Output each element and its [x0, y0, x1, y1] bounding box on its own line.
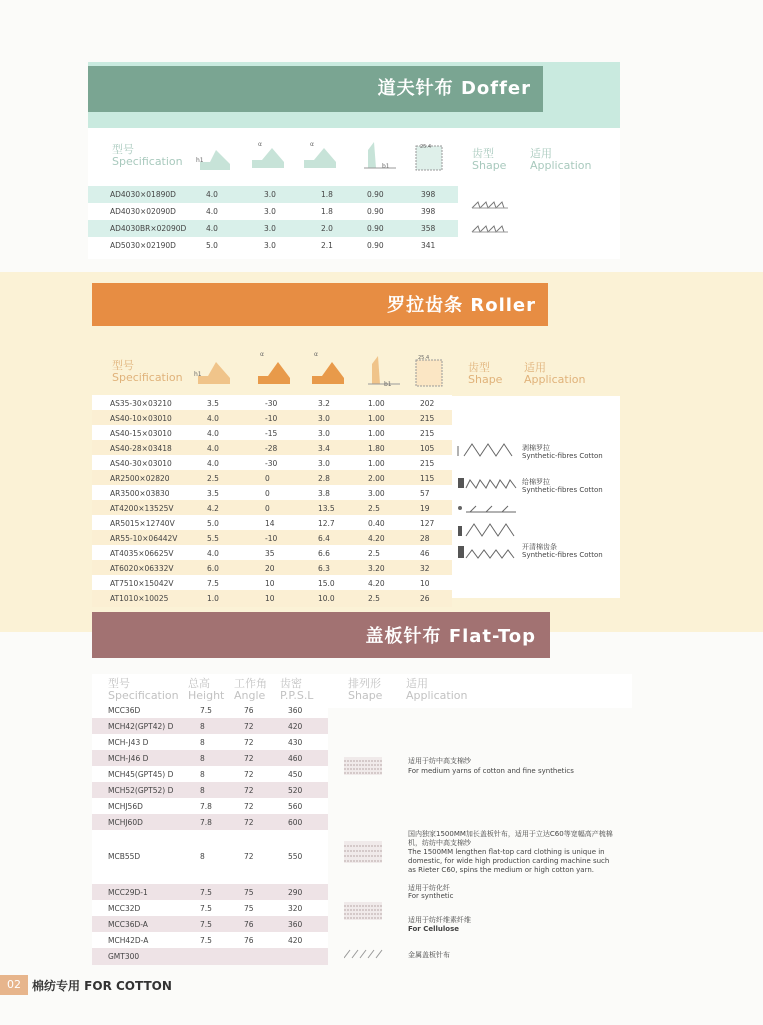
table-row: MCB55D 8 72 550 — [92, 830, 328, 884]
roller-shape-header: 齿型 Shape — [468, 361, 503, 386]
flat-spec-header: 型号 Specification — [108, 677, 179, 702]
doffer-section — [88, 62, 620, 259]
table-row: AS40-28×03418 4.0 -28 3.4 1.80 105 — [92, 440, 452, 457]
opener-tooth-icon-a — [456, 500, 520, 516]
flat-app-3: 适用于纺化纤 For synthetic — [408, 884, 454, 900]
table-row: AR2500×02820 2.5 0 2.8 2.00 115 — [92, 470, 452, 487]
table-row: AT7510×15042V 7.5 10 15.0 4.20 10 — [92, 575, 452, 592]
rib-width-icon — [360, 138, 400, 174]
roller-banner — [92, 283, 548, 326]
flat-angle-header: 工作角 Angle — [234, 677, 267, 702]
table-row: AS40-15×03010 4.0 -15 3.0 1.00 215 — [92, 425, 452, 442]
table-row: MCC36D 7.5 76 360 — [92, 702, 328, 719]
svg-text:α: α — [258, 141, 262, 148]
table-row: AD5030×02190D 5.0 3.0 2.1 0.90 341 — [110, 241, 436, 250]
flat-app-1: 适用于纺中高支棉纱 For medium yarns of cotton and fine synthetics — [408, 757, 574, 775]
flat-app-4: 适用于纺纤维素纤维 For Cellulose — [408, 916, 471, 933]
flat-needle-pattern-icon — [344, 757, 384, 777]
roller-app-2: 给棉罗拉 Synthetic-fibres Cotton — [522, 478, 603, 494]
points-density-icon — [410, 352, 450, 390]
table-row: AD4030×02090D 4.0 3.0 1.8 0.90 398 — [110, 207, 436, 216]
tooth-pitch-icon — [308, 348, 348, 390]
table-row: AR3500×03830 3.5 0 3.8 3.00 57 — [92, 485, 452, 502]
table-row: MCH-J43 D 8 72 430 — [92, 734, 328, 751]
svg-text:α: α — [314, 351, 318, 358]
table-row: AD4030BR×02090D 4.0 3.0 2.0 0.90 358 — [88, 220, 458, 237]
stripper-roller-tooth-icon — [456, 440, 520, 458]
table-row: MCH45(GPT45) D 8 72 450 — [92, 766, 328, 783]
svg-text:h1: h1 — [194, 371, 202, 378]
flat-needle-pattern-icon — [344, 902, 384, 922]
table-row: MCC32D 7.5 75 320 — [92, 900, 328, 917]
opener-tooth-icon-c — [456, 542, 520, 560]
table-row: AT4200×13525V 4.2 0 13.5 2.5 19 — [92, 500, 452, 517]
svg-text:25.4: 25.4 — [420, 144, 432, 150]
roller-spec-header: 型号 Specification — [112, 359, 183, 384]
table-row: AD4030×01890D 4.0 3.0 1.8 0.90 398 — [88, 186, 458, 203]
table-row: AS40-30×03010 4.0 -30 3.0 1.00 215 — [92, 455, 452, 472]
doffer-tooth-profile-icon — [468, 194, 518, 240]
table-row: MCC36D-A 7.5 76 360 — [92, 916, 328, 933]
table-row: AS35-30×03210 3.5 -30 3.2 1.00 202 — [92, 395, 452, 412]
table-row: MCH52(GPT52) D 8 72 520 — [92, 782, 328, 799]
flat-height-header: 总高 Height — [188, 677, 225, 702]
table-row: AT4035×06625V 4.0 35 6.6 2.5 46 — [92, 545, 452, 562]
doffer-banner — [88, 66, 543, 112]
rib-width-icon — [364, 352, 404, 390]
feed-roller-tooth-icon — [456, 472, 520, 490]
flat-needle-pattern-icon — [344, 841, 384, 865]
points-density-icon — [410, 138, 450, 174]
tooth-height-icon — [194, 354, 234, 390]
tooth-angle-icon — [254, 348, 294, 390]
flat-ppsl-header: 齿密 P.P.S.L — [280, 677, 314, 702]
doffer-table-header — [88, 128, 620, 182]
tooth-angle-icon — [248, 138, 288, 174]
table-row: AR55-10×06442V 5.5 -10 6.4 4.20 28 — [92, 530, 452, 547]
flat-application-header: 适用 Application — [406, 677, 468, 702]
flat-title: 盖板针布 Flat-Top — [365, 626, 536, 647]
svg-text:α: α — [260, 351, 264, 358]
roller-application-header: 适用 Application — [524, 361, 586, 386]
doffer-title: 道夫针布 Doffer — [377, 78, 531, 99]
table-row: AR5015×12740V 5.0 14 12.7 0.40 127 — [92, 515, 452, 532]
tooth-height-icon — [196, 144, 234, 174]
table-row: AT6020×06332V 6.0 20 6.3 3.20 32 — [92, 560, 452, 577]
doffer-application-header: 适用 Application — [530, 147, 592, 172]
roller-table-header — [92, 344, 620, 396]
table-row: MCH42(GPT42) D 8 72 420 — [92, 718, 328, 735]
roller-application-panel — [452, 396, 620, 598]
doffer-shape-header: 齿型 Shape — [472, 147, 507, 172]
table-row: AS40-10×03010 4.0 -10 3.0 1.00 215 — [92, 410, 452, 427]
table-row: MCHJ60D 7.8 72 600 — [92, 814, 328, 831]
tooth-pitch-icon — [300, 138, 340, 174]
table-row: GMT300 — [92, 948, 328, 965]
table-row: AT1010×10025 1.0 10 10.0 2.5 26 — [92, 590, 452, 607]
doffer-spec-header: 型号 Specification — [112, 143, 183, 168]
opener-tooth-icon-b — [456, 520, 520, 538]
svg-text:b1: b1 — [382, 163, 390, 170]
roller-app-1: 剥棉罗拉 Synthetic-fibres Cotton — [522, 444, 603, 460]
roller-app-3: 开清棉齿条 Synthetic-fibres Cotton — [522, 543, 603, 559]
flat-app-2: 国内独家1500MM加长盖板针布，适用于立达C60等宽幅高产梳棉机，纺纺中高支棉纱 The 1500MM lengthen flat-top card clothing is unique in domestic, for wide high production carding machine such as Rieter C60, spins the medium or high cotton yarn. — [408, 830, 613, 874]
table-row: MCHJ56D 7.8 72 560 — [92, 798, 328, 815]
svg-text:α: α — [310, 141, 314, 148]
svg-text:h1: h1 — [196, 157, 204, 164]
metallic-flat-pattern-icon — [344, 948, 384, 960]
svg-text:25.4: 25.4 — [418, 355, 430, 361]
table-row: MCH42D-A 7.5 76 420 — [92, 932, 328, 949]
flat-banner — [92, 612, 550, 658]
footer-label: 棉纺专用 FOR COTTON — [32, 979, 172, 993]
roller-title: 罗拉齿条 Roller — [387, 295, 536, 316]
page-number: 02 — [0, 975, 28, 995]
flat-app-5: 金属盖板针布 — [408, 951, 450, 959]
svg-text:b1: b1 — [384, 381, 392, 388]
flat-shape-header: 排列形 Shape — [348, 677, 383, 702]
table-row: MCH-J46 D 8 72 460 — [92, 750, 328, 767]
table-row: MCC29D-1 7.5 75 290 — [92, 884, 328, 901]
